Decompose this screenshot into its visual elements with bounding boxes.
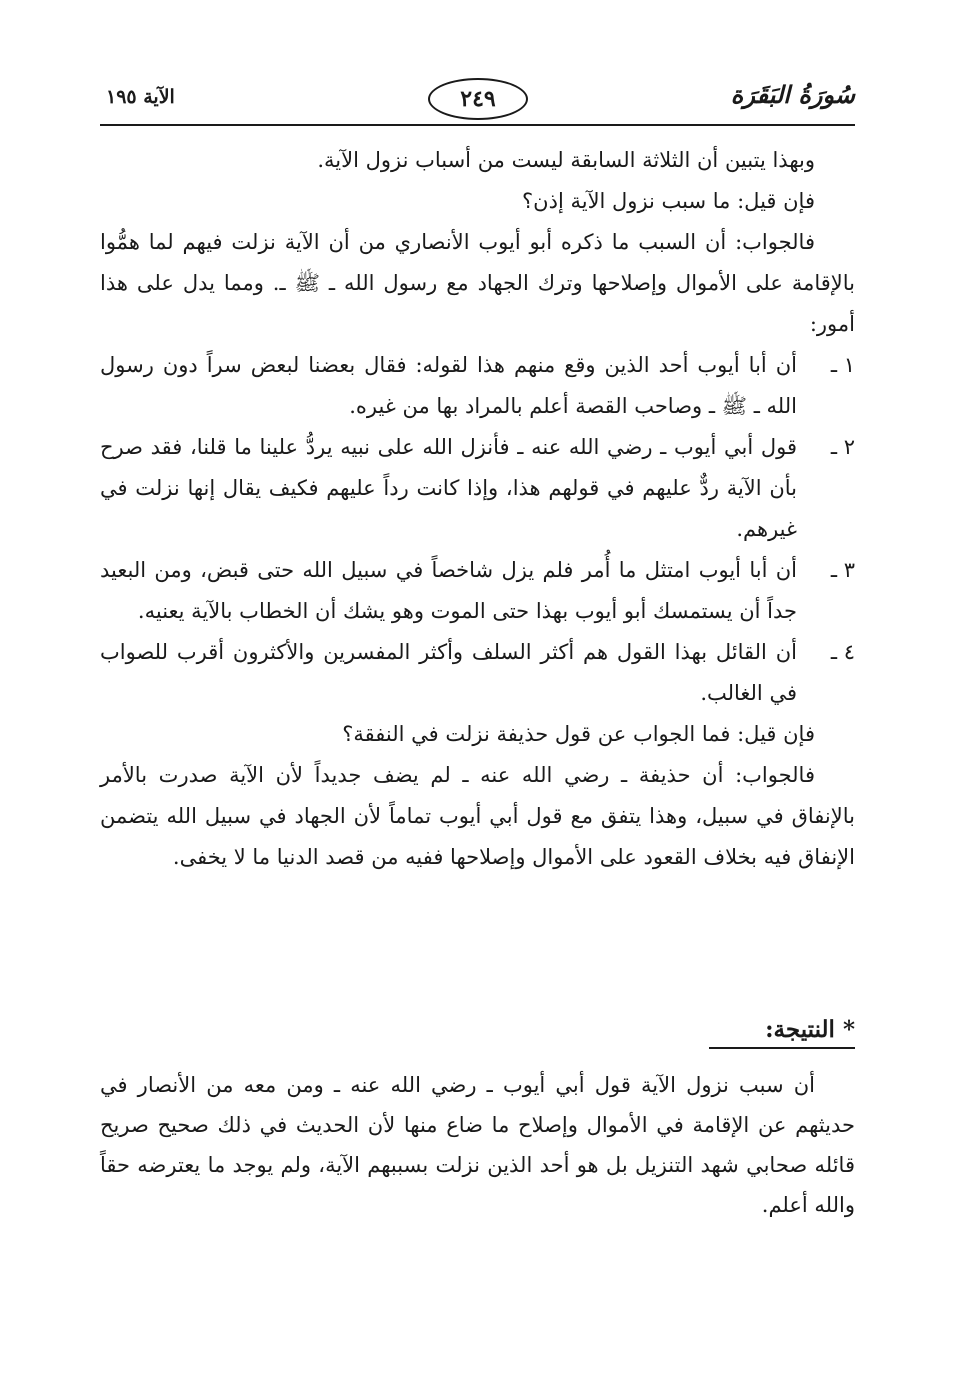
- list-item: [100, 427, 855, 550]
- question-paragraph: فإن قيل: فما الجواب عن قول حذيفة نزلت في النفقة؟: [342, 722, 815, 746]
- answer-paragraph: فالجواب: أن السبب ما ذكره أبو أيوب الأنصاري من أن الآية نزلت فيهم لما همُّوا بالإقامة على الأموال وإصلاحها وترك الجهاد مع رسول الله ـ ﷺ ـ. ومما يدل على هذا أمور:: [100, 230, 855, 336]
- result-title: * النتيجة:: [709, 1016, 855, 1049]
- result-heading: [100, 1016, 855, 1049]
- list-item: [100, 632, 855, 714]
- paragraph: وبهذا يتبين أن الثلاثة السابقة ليست من أسباب نزول الآية.: [317, 148, 815, 172]
- list-item-text: قول أبي أيوب ـ رضي الله عنه ـ فأنزل الله على نبيه يردُّ علينا ما قلنا، فقد صرح بأن الآية ردٌّ عليهم في قولهم هذا، وإذا كانت رداً عليهم فكيف يقال إنها نزلت في غيرهم.: [100, 435, 797, 541]
- list-item-text: أن القائل بهذا القول هم أكثر السلف وأكثر المفسرين والأكثرون أقرب للصواب في الغالب.: [100, 640, 797, 705]
- page-header: [100, 78, 855, 122]
- aya-label: الآية ١٩٥: [106, 86, 175, 108]
- list-item-number: ٢ ـ: [830, 435, 855, 459]
- answer-paragraph: فالجواب: أن حذيفة ـ رضي الله عنه ـ لم يضف جديداً لأن الآية صدرت بالأمر بالإنفاق في سبيل، وهذا يتفق مع قول أبي أيوب تماماً لأن الجهاد في سبيل الله يتضمن الإنفاق فيه بخلاف القعود على الأموال وإصلاحها ففيه من قصد الدنيا ما لا يخفى.: [100, 763, 855, 869]
- list-item-number: ١ ـ: [830, 353, 855, 377]
- list-item-number: ٣ ـ: [830, 558, 855, 582]
- page-number: ٢٤٩: [428, 78, 528, 120]
- list-item-text: أن أبا أيوب أحد الذين وقع منهم هذا لقوله: فقال بعضنا لبعض سراً دون رسول الله ـ ﷺ ـ وصاحب القصة أعلم بالمراد بها من غيره.: [100, 353, 797, 418]
- result-paragraph: أن سبب نزول الآية قول أبي أيوب ـ رضي الله عنه ـ ومن معه من الأنصار في حديثهم عن الإقامة في الأموال وإصلاح ما ضاع منها لأن الحديث في ذلك صحيح صريح قائله صحابي شهد التنزيل بل هو أحد الذين نزلت بسببهم الآية، ولم يوجد ما يعترضه حقاً والله أعلم.: [100, 1073, 855, 1217]
- result-section: [100, 1065, 855, 1225]
- header-rule: [100, 124, 855, 126]
- list-item-text: أن أبا أيوب امتثل ما أُمر فلم يزل شاخصاً في سبيل الله حتى قبض، ومن البعيد جداً أن يستمسك أبو أيوب بهذا حتى الموت وهو يشك أن الخطاب بالآية يعنيه.: [100, 558, 797, 623]
- list-item: [100, 345, 855, 427]
- question-paragraph: فإن قيل: ما سبب نزول الآية إذن؟: [522, 189, 815, 213]
- page-body: [100, 140, 855, 878]
- sura-name: سُورَةُ البَقَرَة: [730, 80, 855, 109]
- list-item-number: ٤ ـ: [830, 640, 855, 664]
- list-item: [100, 550, 855, 632]
